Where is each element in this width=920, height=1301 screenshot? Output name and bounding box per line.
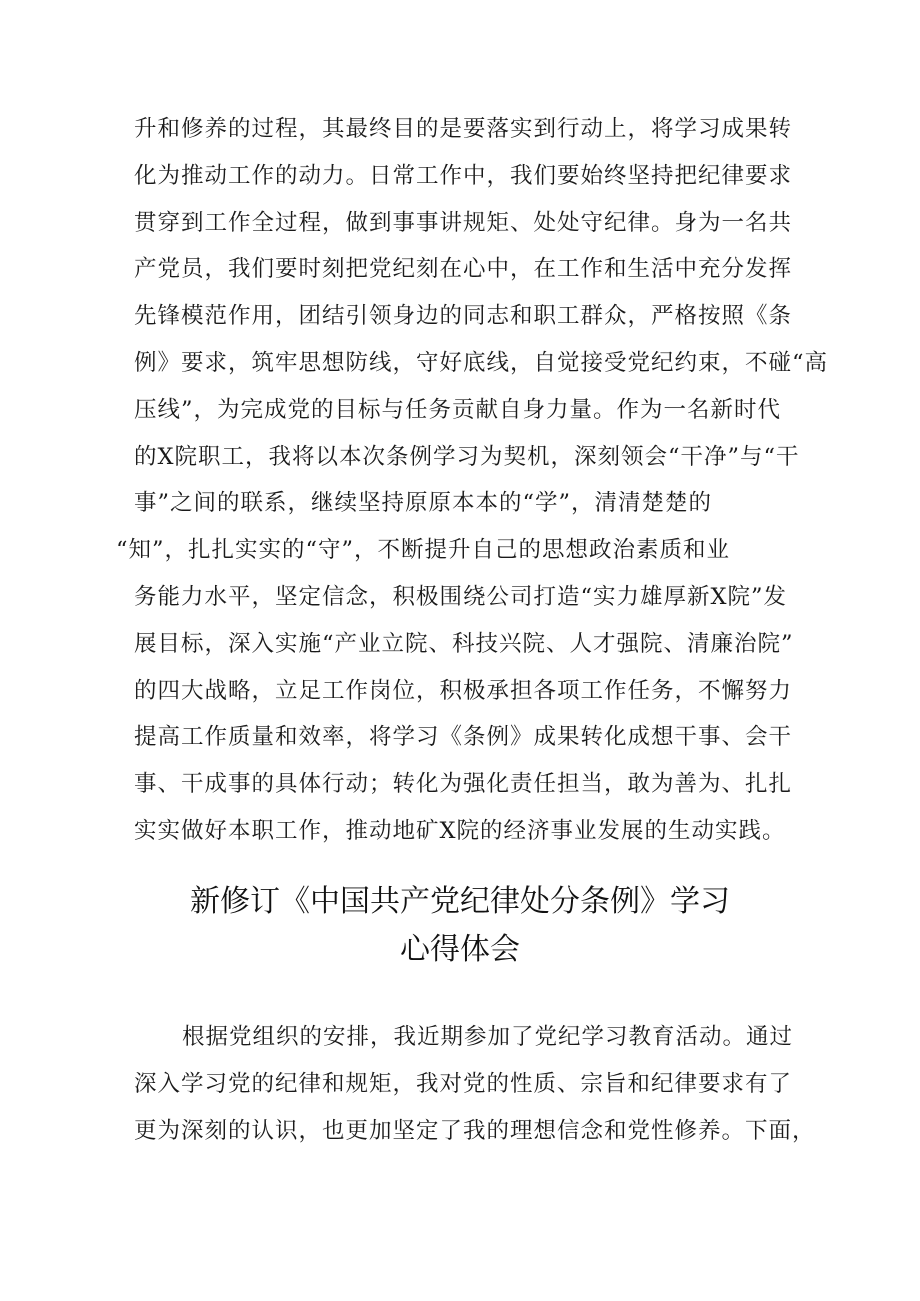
text-line: 的X院职工，我将以本次条例学习为契机，深刻领会“干净”与“干 <box>134 443 800 470</box>
text-line: 事”之间的联系，继续坚持原原本本的“学”，清清楚楚的 <box>134 490 713 517</box>
text-line: 根据党组织的安排，我近期参加了党纪学习教育活动。通过 <box>182 1024 794 1050</box>
text-line: 先锋模范作用，团结引领身边的同志和职工群众，严格按照《条 <box>134 303 793 330</box>
paragraph-intro <box>134 1014 816 1154</box>
text-line: 提高工作质量和效率，将学习《条例》成果转化成想干事、会干 <box>134 724 793 751</box>
text-line: 更为深刻的认识，也更加坚定了我的理想信念和党性修养。下面， <box>134 1117 816 1144</box>
text-line: 展目标，深入实施“产业立院、科技兴院、人才强院、清廉治院” <box>134 630 794 657</box>
article-title-continued: 心得体会 <box>400 932 520 967</box>
text-line: “知”，扎扎实实的“守”，不断提升自己的思想政治素质和业 <box>116 537 731 564</box>
paragraph-continued <box>116 106 829 855</box>
text-line: 压线”，为完成党的目标与任务贡献自身力量。作为一名新时代 <box>134 396 782 423</box>
text-line: 产党员，我们要时刻把党纪刻在心中，在工作和生活中充分发挥 <box>134 256 793 283</box>
text-line: 升和修养的过程，其最终目的是要落实到行动上，将学习成果转 <box>134 116 793 142</box>
text-line: 化为推动工作的动力。日常工作中，我们要始终坚持把纪律要求 <box>134 162 793 189</box>
text-line: 深入学习党的纪律和规矩，我对党的性质、宗旨和纪律要求有了 <box>134 1070 793 1097</box>
text-line: 实实做好本职工作，推动地矿X院的经济事业发展的生动实践。 <box>134 817 786 844</box>
text-line: 事、干成事的具体行动；转化为强化责任担当，敢为善为、扎扎 <box>134 771 793 798</box>
text-line: 例》要求，筑牢思想防线，守好底线，自觉接受党纪约束，不碰“高 <box>134 349 829 376</box>
text-line: 务能力水平，坚定信念，积极围绕公司打造“实力雄厚新X院”发 <box>134 583 788 610</box>
text-line: 的四大战略，立足工作岗位，积极承担各项工作任务，不懈努力 <box>134 677 793 704</box>
article-title: 新修订《中国共产党纪律处分条例》学习 <box>190 884 730 919</box>
text-line: 贯穿到工作全过程，做到事事讲规矩、处处守纪律。身为一名共 <box>134 209 793 236</box>
